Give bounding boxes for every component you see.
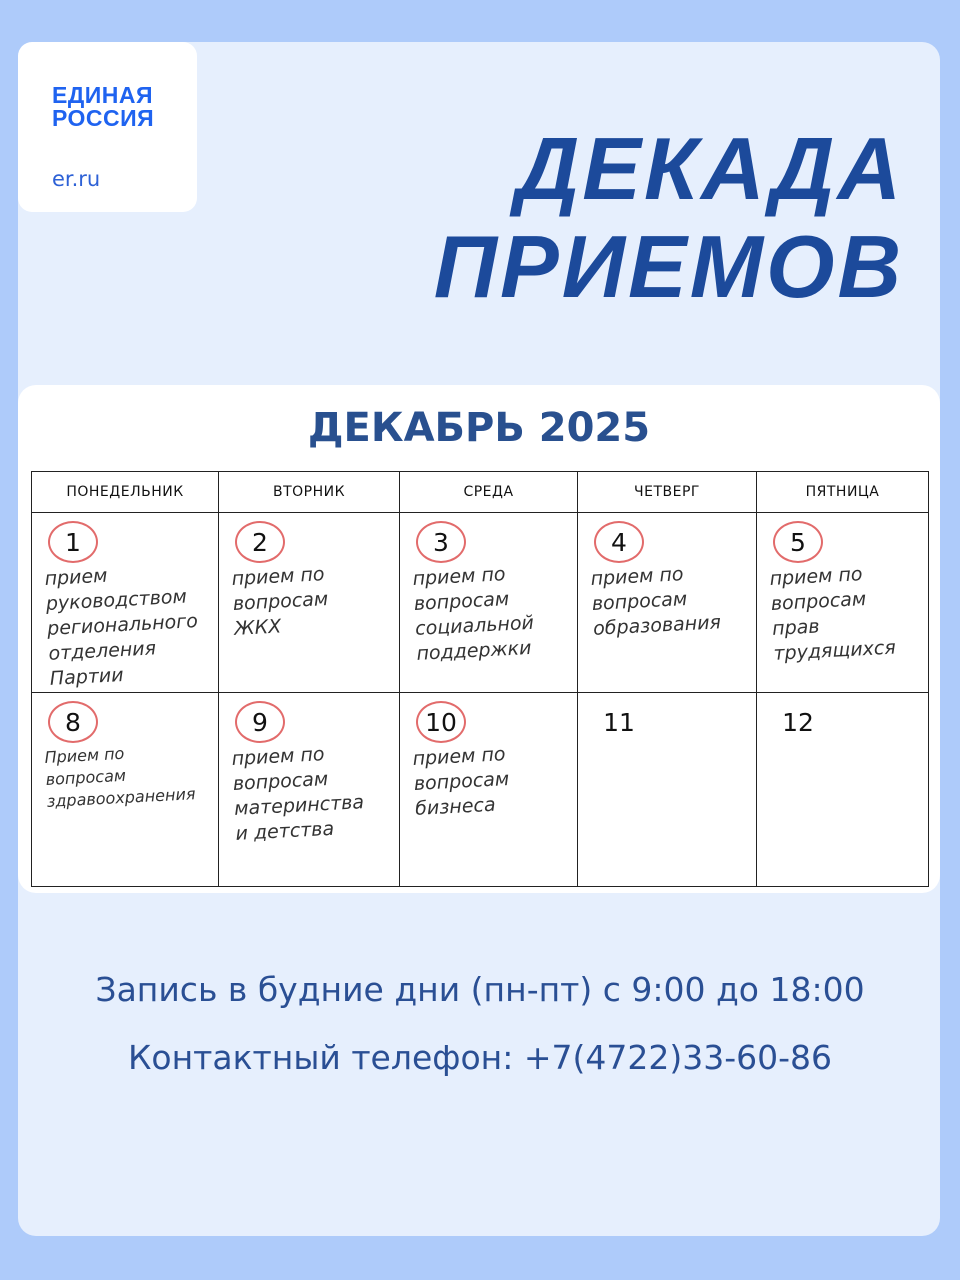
event-text: прием по вопросам бизнеса	[412, 743, 510, 820]
day-number: 2	[235, 521, 285, 563]
weekday-header: ВТОРНИК	[219, 472, 400, 513]
title-line-1: ДЕКАДА	[515, 119, 904, 218]
weekday-header: ПОНЕДЕЛЬНИК	[32, 472, 219, 513]
contact-phone: Контактный телефон: +7(4722)33-60-86	[127, 1038, 833, 1077]
schedule-text: Запись в будние дни (пн-пт) с 9:00 до 18:00	[95, 970, 865, 1009]
day-cell	[32, 513, 219, 693]
week-row	[32, 513, 929, 693]
day-number: 1	[48, 521, 98, 563]
day-cell	[757, 513, 929, 693]
page-title	[434, 120, 904, 316]
week-row	[32, 693, 929, 887]
event-text: прием по вопросам социальной поддержки	[412, 563, 535, 665]
event-text: прием руководством регионального отделения Партии	[44, 564, 199, 690]
calendar-card	[18, 385, 940, 893]
event-text: прием по вопросам ЖКХ	[231, 563, 329, 640]
day-number: 9	[235, 701, 285, 743]
day-cell	[219, 693, 400, 887]
calendar-table	[31, 471, 929, 887]
event-text: Прием по вопросам здравоохранения	[44, 743, 196, 811]
day-number: 10	[416, 701, 466, 743]
party-logo: ЕДИНАЯ РОССИЯ	[52, 82, 155, 131]
day-cell	[400, 693, 578, 887]
day-number: 3	[416, 521, 466, 563]
event-text: прием по вопросам образования	[590, 563, 722, 640]
day-cell	[219, 513, 400, 693]
day-cell	[400, 513, 578, 693]
weekday-header: ПЯТНИЦА	[757, 472, 929, 513]
site-link[interactable]: er.ru	[52, 167, 101, 191]
day-cell	[32, 693, 219, 887]
day-number: 12	[782, 707, 814, 737]
day-number: 5	[773, 521, 823, 563]
day-number: 11	[603, 707, 635, 737]
weekday-header: ЧЕТВЕРГ	[578, 472, 757, 513]
day-cell	[578, 513, 757, 693]
title-line-2: ПРИЕМОВ	[433, 217, 904, 316]
weekday-header: СРЕДА	[400, 472, 578, 513]
day-number: 8	[48, 701, 98, 743]
event-text: прием по вопросам прав трудящихся	[769, 563, 897, 665]
day-number: 4	[594, 521, 644, 563]
event-text: прием по вопросам материнства и детства	[231, 743, 365, 845]
day-cell	[757, 693, 929, 887]
calendar-month: ДЕКАБРЬ 2025	[307, 405, 651, 451]
weekday-header-row	[32, 472, 929, 513]
day-cell	[578, 693, 757, 887]
logo-card	[18, 42, 197, 212]
